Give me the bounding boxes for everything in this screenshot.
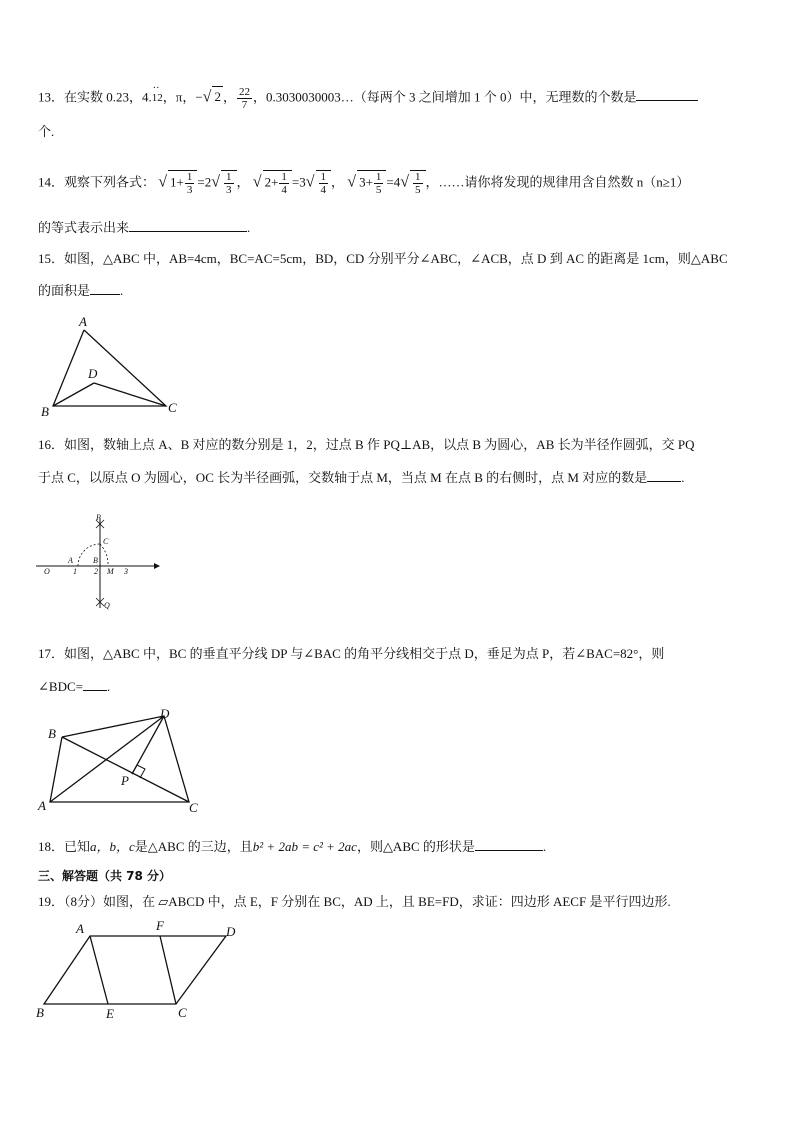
q16-label-b: B (93, 556, 98, 565)
q16-tick-3: 3 (124, 567, 128, 576)
q14-line-2: 的等式表示出来 . (38, 217, 250, 238)
question-15: 15．如图，△ABC 中，AB=4cm，BC=AC=5cm，BD，CD 分别平分∠ABC，∠ACB，点 D 到 AC 的距离是 1cm，则△ABC (38, 251, 728, 266)
q15-label-c: C (168, 400, 177, 415)
q19-label-c: C (178, 1005, 187, 1020)
q15-line-2: 的面积是 . (38, 280, 123, 301)
q18-answer-blank[interactable] (475, 836, 543, 851)
q17-label-b: B (48, 726, 56, 741)
q16-tick-2: 2 (94, 567, 98, 576)
section-3-heading: 三、解答题（共 78 分） (38, 869, 172, 883)
q17-label-a: A (38, 798, 46, 813)
q13-sqrt-arg: 2 (212, 86, 223, 107)
q14-formula-2: 2+ $\frac{1}{4}$ (263, 170, 292, 196)
q15-triangle-figure (38, 314, 198, 420)
question-18: 18．已知a，b，c是△ABC 的三边，且b² + 2ab = c² + 2ac，则△ABC 的形状是 . (38, 836, 546, 857)
question-13: 13．在实数 0.23，4. ·· 12，π，−√ 2 ， $\frac{22}{7}$ ，0.3030030003…（每两个 3 之间增加 1 个 0）中，无理数的个数是 (38, 86, 698, 111)
q15-label-b: B (41, 404, 49, 419)
question-16: 16．如图，数轴上点 A、B 对应的数分别是 1，2，过点 B 作 PQ⊥AB，以点 B 为圆心，AB 长为半径作圆弧，交 PQ (38, 437, 695, 452)
q16-line-2: 于点 C，以原点 O 为圆心，OC 长为半径画弧，交数轴于点 M，当点 M 在点 B 的右侧时，点 M 对应的数是 . (38, 467, 684, 488)
q16-label-m: M (107, 567, 114, 576)
q19-label-d: D (226, 924, 236, 939)
q13-end: 个. (38, 124, 55, 139)
q16-tick-1: 1 (73, 567, 77, 576)
q16-label-o: O (44, 567, 50, 576)
q19-label-e: E (106, 1006, 114, 1021)
q17-answer-blank[interactable] (83, 676, 107, 691)
q13-answer-blank[interactable] (636, 86, 698, 101)
question-17: 17．如图，△ABC 中，BC 的垂直平分线 DP 与∠BAC 的角平分线相交于点 D，垂足为点 P，若∠BAC=82°，则 (38, 646, 665, 661)
q13-repeating-decimal: ·· 12 (151, 83, 163, 105)
q15-answer-blank[interactable] (90, 280, 120, 295)
q19-label-f: F (156, 918, 164, 933)
question-19: 19．（8分）如图，在 ▱ABCD 中，点 E，F 分别在 BC，AD 上，且 BE=FD，求证：四边形 AECF 是平行四边形. (38, 894, 671, 909)
q16-label-q: Q (104, 601, 110, 610)
q13-prefix: 13．在实数 0.23，4. (38, 89, 152, 105)
q16-answer-blank[interactable] (647, 467, 681, 482)
q17-quadrilateral-figure (36, 706, 206, 818)
q13-fraction: $\frac{22}{7}$ (238, 86, 250, 111)
q16-label-a: A (68, 556, 73, 565)
q15-label-a: A (79, 314, 87, 329)
q13-radical-sign: √ (202, 88, 212, 106)
q16-label-p: P (96, 513, 101, 522)
q17-label-d: D (160, 706, 170, 721)
q14-formula-1: 1+ $\frac{1}{3}$ (168, 170, 197, 196)
q14-answer-blank[interactable] (129, 217, 247, 232)
q18-equation: b² + 2ab = c² + 2ac (252, 839, 357, 854)
q17-line-2: ∠BDC= . (38, 676, 110, 697)
q17-label-p: P (121, 773, 129, 788)
q14-formula-3: 3+ $\frac{1}{5}$ (357, 170, 386, 196)
q17-label-c: C (189, 800, 198, 815)
q19-parallelogram-figure (36, 918, 246, 1028)
q15-label-d: D (88, 366, 98, 381)
question-14: 14．观察下列各式： √ 1+ $\frac{1}{3}$ =2√ $\frac{1}{3}$ ， √ 2+ $\frac{1}{4}$ =3√ $\frac{1}{4}$ ， √ 3+ $\frac{1}{5}$ =4√ $\frac{1}{5}$ ，……请你将发现的规律用含自然数 n（n≥1） (38, 171, 690, 196)
q13-mid: ，π，− (162, 89, 203, 105)
q16-label-c: C (103, 537, 109, 546)
q16-number-line-figure (36, 512, 160, 614)
q13-suffix: ，0.3030030003…（每两个 3 之间增加 1 个 0）中，无理数的个数是 (252, 89, 637, 105)
q19-label-b: B (36, 1005, 44, 1020)
q19-label-a: A (76, 921, 84, 936)
